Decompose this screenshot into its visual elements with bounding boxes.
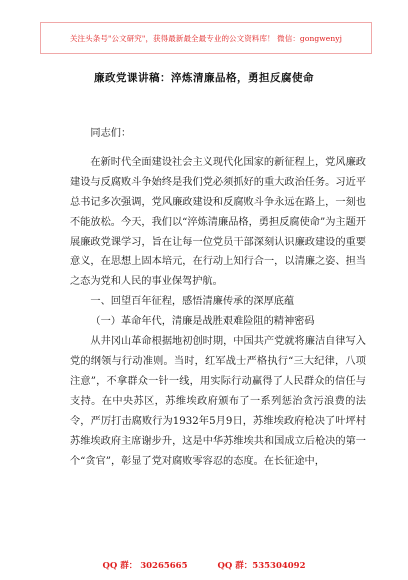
paragraph-history: 从井冈山革命根据地初创时期，中国共产党就将廉洁自律写入党的纲领与行动准则。当时，红军战士严格执行“三大纪律，八项注意”，不拿群众一针一线，用实际行动赢得了人民群众的信任与支持。在中央苏区，苏维埃政府颁布了一系列惩治贪污浪费的法令，严厉打击腐败行为1932年5月9日，苏维埃政府枪决了叶坪村苏维埃政府主席谢步升，这是中华苏维埃共和国成立后枪决的第一个“贪官”，彰显了党对腐败零容忍的态度。在长征途中，	[70, 336, 366, 467]
footer	[0, 559, 408, 571]
header-banner	[40, 22, 372, 54]
salutation: 同志们：	[90, 128, 132, 139]
document-title: 廉政党课讲稿：淬炼清廉品格，勇担反腐使命	[94, 72, 314, 84]
paragraph-intro: 在新时代全面建设社会主义现代化国家的新征程上，党风廉政建设与反腐败斗争始终是我们党必须抓好的重大政治任务。习近平总书记多次强调，党风廉政建设和反腐败斗争永远在路上，一刻也不能放松。今天，我们以“淬炼清廉品格，勇担反腐使命”为主题开展廉政党课学习，旨在让每一位党员干部深刻认识廉政建设的重要意义，在思想上固本培元，在行动上知行合一，以清廉之姿、担当之态为党和人民的事业保驾护航。	[70, 156, 366, 288]
subsection-heading: （一）革命年代，清廉是战胜艰难险阻的精神密码	[90, 316, 315, 328]
footer-qq-group-2: QQ 群：535304092	[217, 561, 306, 571]
header-banner-text: 关注头条号"公文研究"，获得最新最全最专业的公文资料库！ 微信：gongwenyj	[69, 33, 343, 43]
document-body	[70, 124, 366, 471]
footer-qq-group-1: QQ 群： 30265665	[102, 561, 188, 571]
section-heading: 一、回望百年征程，感悟清廉传承的深厚底蕴	[90, 296, 295, 308]
